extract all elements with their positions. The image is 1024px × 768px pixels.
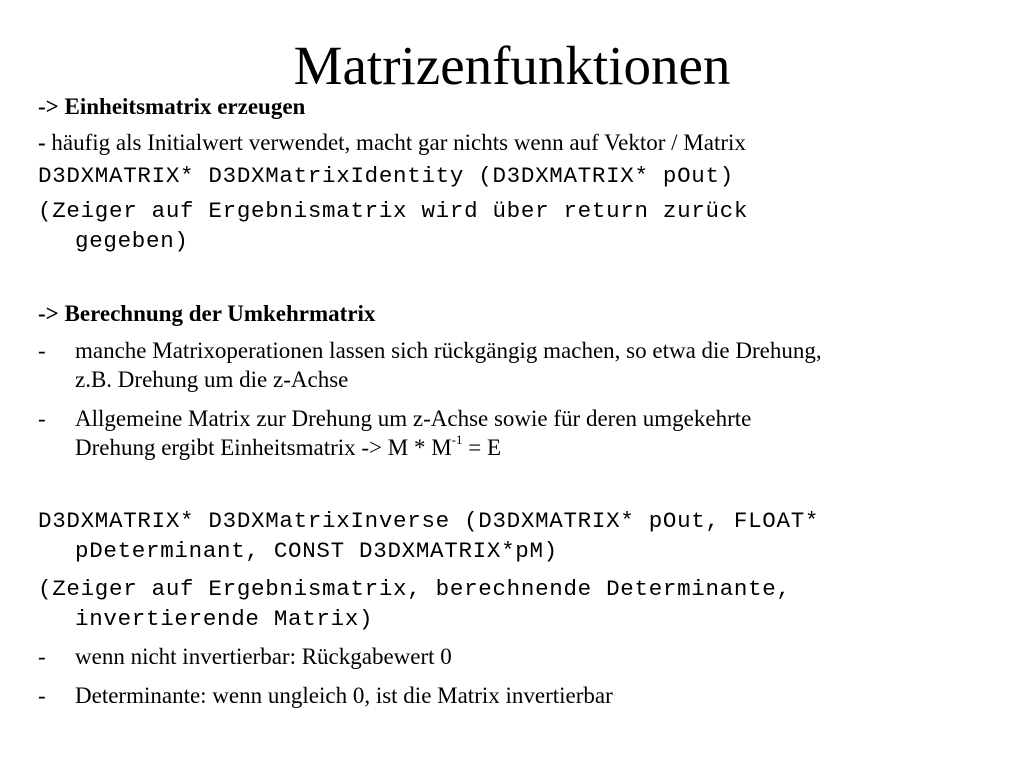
list-item (38, 336, 1008, 394)
identity-comment-line1: (Zeiger auf Ergebnismatrix wird über return zurück (38, 198, 749, 224)
bullet-line-formula (75, 433, 1008, 462)
section-heading-identity: -> Einheitsmatrix erzeugen (38, 94, 306, 119)
bullet-line: wenn nicht invertierbar: Rückgabewert 0 (75, 644, 452, 669)
bullet-dash: - (38, 683, 46, 708)
identity-note (38, 129, 1008, 157)
bullet-dash: - (38, 644, 46, 669)
slide-title: Matrizenfunktionen (293, 35, 731, 96)
inverse-signature-line2: pDeterminant, CONST D3DXMATRIX*pM) (75, 538, 558, 564)
bullet-line: Determinante: wenn ungleich 0, ist die Matrix invertierbar (75, 683, 613, 708)
bullet-dash: - (38, 406, 46, 431)
list-item (38, 681, 1008, 710)
identity-signature: D3DXMATRIX* D3DXMatrixIdentity (D3DXMATRIX* pOut) (38, 163, 734, 189)
slide-body (38, 93, 1008, 710)
formula-prefix: Drehung ergibt Einheitsmatrix -> M * M (75, 435, 452, 460)
formula-suffix: = E (462, 435, 502, 460)
bullet-line: z.B. Drehung um die z-Achse (75, 367, 349, 392)
bullet-line: manche Matrixoperationen lassen sich rückgängig machen, so etwa die Drehung, (75, 338, 822, 363)
identity-note-dash: - (38, 130, 46, 155)
inverse-signature-line1: D3DXMATRIX* D3DXMatrixInverse (D3DXMATRIX* pOut, FLOAT* (38, 508, 820, 534)
inverse-comment-line2: invertierende Matrix) (75, 606, 374, 632)
list-item (38, 404, 1008, 462)
formula-exponent: -1 (451, 432, 463, 448)
identity-comment-line2: gegeben) (75, 228, 189, 254)
identity-note-text: häufig als Initialwert verwendet, macht gar nichts wenn auf Vektor / Matrix (51, 130, 746, 155)
inverse-comment-line1: (Zeiger auf Ergebnismatrix, berechnende Determinante, (38, 576, 791, 602)
bullet-line: Allgemeine Matrix zur Drehung um z-Achse sowie für deren umgekehrte (75, 406, 752, 431)
bullet-dash: - (38, 338, 46, 363)
list-item (38, 642, 1008, 671)
section-heading-inverse: -> Berechnung der Umkehrmatrix (38, 301, 376, 326)
